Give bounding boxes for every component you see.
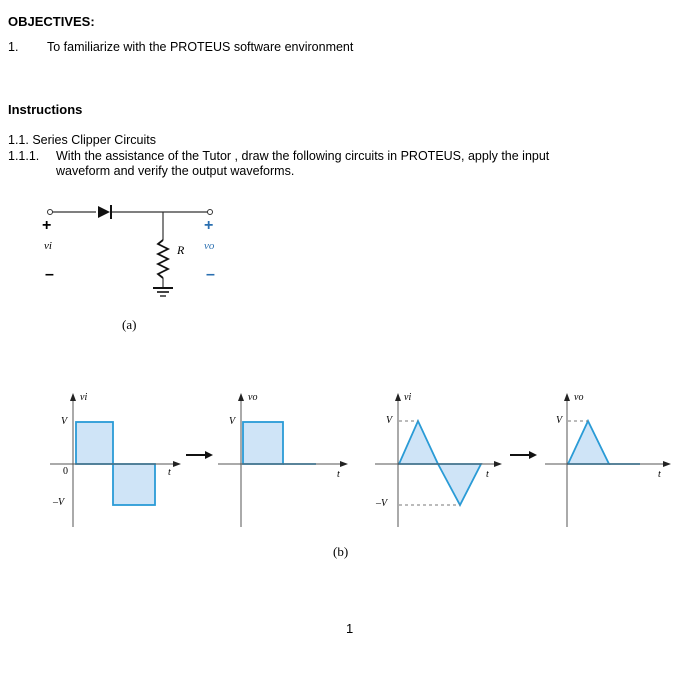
graph1-trough-label: –V bbox=[53, 497, 65, 508]
input-symbol-label: vi bbox=[44, 240, 52, 252]
graph4-peak-label: V bbox=[556, 415, 563, 426]
output-terminal-icon bbox=[208, 210, 213, 215]
resistor-label: R bbox=[177, 243, 185, 257]
graph3-peak-label: V bbox=[386, 415, 393, 426]
graph2-peak-label: V bbox=[229, 416, 236, 427]
graph2-y-label: vo bbox=[248, 392, 258, 403]
arrow-icon bbox=[186, 451, 213, 459]
graph-vo-half-triangle bbox=[545, 393, 671, 527]
graph3-y-label: vi bbox=[404, 392, 412, 403]
objective-number: 1. bbox=[8, 40, 19, 54]
figure-b-label: (b) bbox=[333, 544, 349, 559]
graph1-origin-label: 0 bbox=[63, 466, 68, 477]
input-minus-label: – bbox=[45, 266, 54, 283]
figure-a-label: (a) bbox=[122, 317, 137, 332]
output-symbol-label: vo bbox=[204, 240, 215, 252]
page-number: 1 bbox=[346, 621, 354, 636]
ground-icon bbox=[153, 288, 173, 296]
arrow-icon bbox=[510, 451, 537, 459]
graph3-trough-label: –V bbox=[376, 498, 388, 509]
diode-icon bbox=[98, 205, 111, 219]
objective-text: To familiarize with the PROTEUS software environment bbox=[47, 40, 354, 54]
section-title: 1.1. Series Clipper Circuits bbox=[8, 133, 156, 147]
graph-vi-square bbox=[50, 393, 181, 527]
instructions-heading: Instructions bbox=[8, 102, 83, 117]
graph4-y-label: vo bbox=[574, 392, 584, 403]
output-minus-label: – bbox=[206, 266, 215, 283]
graph1-t-label: t bbox=[168, 467, 171, 478]
graph2-t-label: t bbox=[337, 469, 340, 480]
input-plus-label: + bbox=[42, 217, 52, 234]
step-number: 1.1.1. bbox=[8, 149, 40, 163]
graph1-y-label: vi bbox=[80, 392, 88, 403]
graph3-t-label: t bbox=[486, 469, 489, 480]
step-text-line2: waveform and verify the output waveforms. bbox=[56, 164, 295, 178]
input-terminal-icon bbox=[48, 210, 53, 215]
output-plus-label: + bbox=[204, 217, 214, 234]
graph-vo-half-square bbox=[218, 393, 348, 527]
graph1-peak-label: V bbox=[61, 416, 68, 427]
resistor-icon bbox=[158, 240, 168, 278]
graph-vi-triangle bbox=[375, 393, 502, 527]
step-text-line1: With the assistance of the Tutor , draw the following circuits in PROTEUS, apply the input bbox=[56, 149, 550, 163]
objectives-heading: OBJECTIVES: bbox=[8, 14, 95, 29]
graph4-t-label: t bbox=[658, 469, 661, 480]
